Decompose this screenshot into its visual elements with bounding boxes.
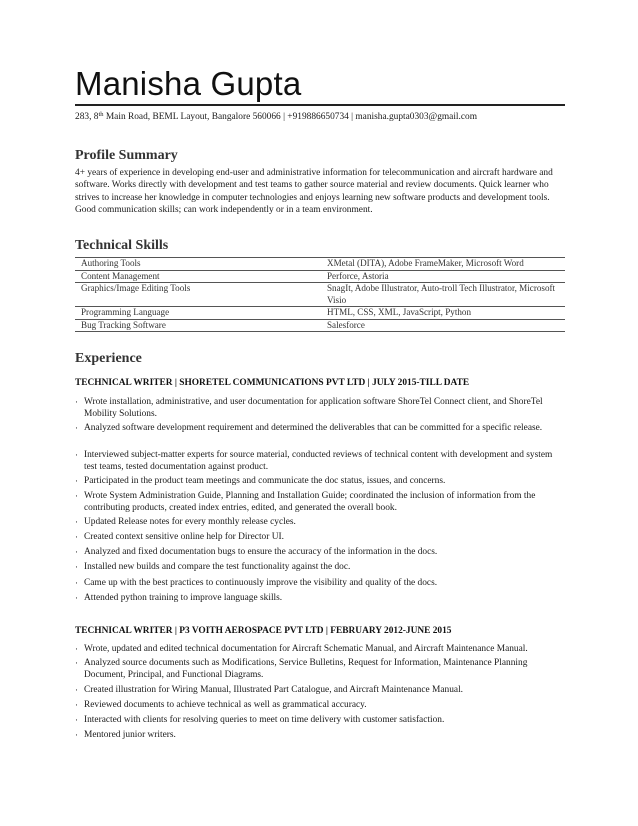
table-row <box>75 307 565 320</box>
bullet-text: Created illustration for Wiring Manual, Illustrated Part Catalogue, and Aircraft Maintenance Manual. <box>84 685 464 695</box>
table-row <box>75 283 565 307</box>
bullet-icon: · <box>75 658 78 668</box>
skill-category: Graphics/Image Editing Tools <box>75 283 321 307</box>
technical-skills-table <box>75 257 565 332</box>
bullet-text: Created context sensitive online help for Director UI. <box>84 532 284 542</box>
bullet-icon: · <box>75 578 78 588</box>
bullet-icon: · <box>75 593 78 603</box>
bullet-text: Participated in the product team meetings and communicate the doc status, issues, and concerns. <box>84 476 446 486</box>
list-item <box>75 684 565 696</box>
experience-heading: Experience <box>75 351 142 366</box>
bullet-icon: · <box>75 685 78 695</box>
bullet-text: Wrote System Administration Guide, Planning and Installation Guide; coordinated the inclusion of information from the contributing products, created index entries, edited, and generated the overall book. <box>84 491 536 514</box>
skill-value: Perforce, Astoria <box>321 270 565 283</box>
bullet-text: Interacted with clients for resolving queries to meet on time delivery with customer satisfaction. <box>84 715 445 725</box>
skill-category: Content Management <box>75 270 321 283</box>
contact-line <box>75 110 477 124</box>
table-row <box>75 319 565 332</box>
bullet-icon: · <box>75 517 78 527</box>
skill-category: Programming Language <box>75 307 321 320</box>
bullet-icon: · <box>75 715 78 725</box>
bullet-icon: · <box>75 491 78 501</box>
list-item <box>75 643 565 655</box>
job-title-p3-voith: TECHNICAL WRITER | P3 VOITH AEROSPACE PVT LTD | FEBRUARY 2012-JUNE 2015 <box>75 626 452 636</box>
bullet-icon: · <box>75 450 78 460</box>
list-item <box>75 592 565 604</box>
bullet-text: Analyzed source documents such as Modifications, Service Bulletins, Request for Information, Maintenance Planning Document, Principal, and Functional Diagrams. <box>84 658 528 681</box>
bullet-icon: · <box>75 562 78 572</box>
list-item <box>75 449 565 474</box>
list-item <box>75 561 565 573</box>
bullet-icon: · <box>75 532 78 542</box>
bullet-text: Analyzed and fixed documentation bugs to ensure the accuracy of the information in the docs. <box>84 547 438 557</box>
table-row <box>75 258 565 271</box>
bullet-text: Interviewed subject-matter experts for source material, conducted reviews of technical content with development and system test teams, tested documentation against product. <box>84 450 553 473</box>
list-item <box>75 699 565 711</box>
bullet-icon: · <box>75 423 78 433</box>
skill-value: SnagIt, Adobe Illustrator, Auto-troll Tech Illustrator, Microsoft Visio <box>321 283 565 307</box>
bullet-icon: · <box>75 547 78 557</box>
list-item <box>75 546 565 558</box>
skill-value: XMetal (DITA), Adobe FrameMaker, Microsoft Word <box>321 258 565 271</box>
list-item <box>75 396 565 421</box>
list-item <box>75 714 565 726</box>
bullet-icon: · <box>75 397 78 407</box>
list-item <box>75 516 565 528</box>
skill-value: Salesforce <box>321 319 565 332</box>
bullet-icon: · <box>75 476 78 486</box>
bullet-text: Updated Release notes for every monthly release cycles. <box>84 517 296 527</box>
list-item <box>75 729 565 741</box>
bullet-icon: · <box>75 700 78 710</box>
job-title-shoretel: TECHNICAL WRITER | SHORETEL COMMUNICATIONS PVT LTD | JULY 2015-TILL DATE <box>75 378 470 388</box>
bullet-text: Analyzed software development requirement and determined the deliverables that can be committed for a specific release. <box>84 423 543 433</box>
bullet-text: Came up with the best practices to continuously improve the visibility and quality of the docs. <box>84 578 438 588</box>
bullet-text: Wrote installation, administrative, and user documentation for application software ShoreTel Connect client, and ShoreTel Mobility Solutions. <box>84 397 543 420</box>
list-item <box>75 577 565 589</box>
bullet-text: Wrote, updated and edited technical documentation for Aircraft Schematic Manual, and Aircraft Maintenance Manual. <box>84 644 528 654</box>
bullet-text: Attended python training to improve language skills. <box>84 593 283 603</box>
contact-address-suffix: th <box>98 111 104 118</box>
bullet-text: Reviewed documents to achieve technical as well as grammatical accuracy. <box>84 700 367 710</box>
skill-category: Bug Tracking Software <box>75 319 321 332</box>
bullet-text: Installed new builds and compare the test functionality against the doc. <box>84 562 351 572</box>
header-rule <box>75 104 565 106</box>
list-item <box>75 475 565 487</box>
profile-summary-text: 4+ years of experience in developing end-user and administrative information for telecommunication and aircraft hardware and software. Works directly with development and test teams to gather source material and review documents. Quick learner who strives to increase her knowledge in computer technologies and enjoys learning new software products and development tools. Good communication skills; can work independently or in a team environment. <box>75 168 553 216</box>
list-item <box>75 490 565 515</box>
list-item <box>75 531 565 543</box>
bullet-text: Mentored junior writers. <box>84 730 176 740</box>
candidate-name: Manisha Gupta <box>75 65 302 102</box>
bullet-icon: · <box>75 730 78 740</box>
contact-details: Main Road, BEML Layout, Bangalore 560066 | +919886650734 | manisha.gupta0303@gmail.com <box>103 112 478 122</box>
technical-skills-heading: Technical Skills <box>75 238 169 253</box>
contact-address-number: 283, 8 <box>75 112 99 122</box>
bullet-icon: · <box>75 644 78 654</box>
skill-value: HTML, CSS, XML, JavaScript, Python <box>321 307 565 320</box>
profile-summary-heading: Profile Summary <box>75 148 178 163</box>
skill-category: Authoring Tools <box>75 258 321 271</box>
table-row <box>75 270 565 283</box>
list-item <box>75 422 565 434</box>
list-item <box>75 657 565 682</box>
